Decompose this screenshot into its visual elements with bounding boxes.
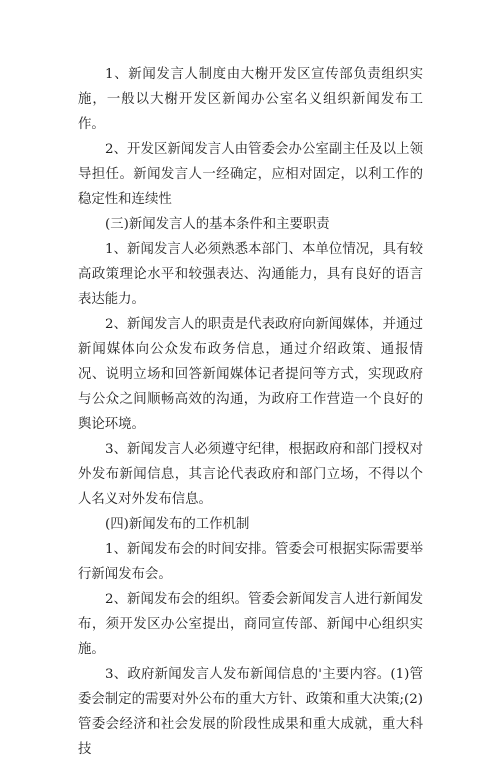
paragraph-press-conference-organization: 2、新闻发布会的组织。管委会新闻发言人进行新闻发布，须开发区办公室提出，商同宣传部、新闻中心组织实施。 — [78, 592, 423, 657]
paragraph-basic-conditions: 1、新闻发言人必须熟悉本部门、本单位情况，具有较高政策理论水平和较强表达、沟通能力，具有良好的语言表达能力。 — [78, 242, 423, 307]
paragraph-spokesperson-system: 1、新闻发言人制度由大榭开发区宣传部负责组织实施，一般以大榭开发区新闻办公室名义组织新闻发布工作。 — [78, 67, 423, 132]
paragraph-spokesperson-appointment: 2、开发区新闻发言人由管委会办公室副主任及以上领导担任。新闻发言人一经确定，应相对固定，以利工作的稳定性和连续性 — [78, 142, 423, 207]
paragraph-discipline: 3、新闻发言人必须遵守纪律，根据政府和部门授权对外发布新闻信息，其言论代表政府和部门立场，不得以个人名义对外发布信息。 — [78, 442, 423, 507]
section-heading-conditions-duties: (三)新闻发言人的基本条件和主要职责 — [105, 217, 330, 232]
paragraph-press-conference-timing: 1、新闻发布会的时间安排。管委会可根据实际需要举行新闻发布会。 — [78, 542, 423, 582]
section-heading-working-mechanism: (四)新闻发布的工作机制 — [105, 517, 250, 532]
document-body — [78, 62, 423, 762]
paragraph-duties: 2、新闻发言人的职责是代表政府向新闻媒体，并通过新闻媒体向公众发布政务信息，通过介绍政策、通报情况、说明立场和回答新闻媒体记者提问等方式，实现政府与公众之间顺畅高效的沟通，为政府工作营造一个良好的舆论环境。 — [78, 317, 423, 432]
paragraph-release-content: 3、政府新闻发言人发布新闻信息的'主要内容。(1)管委会制定的需要对外公布的重大方针、政策和重大决策;(2)管委会经济和社会发展的阶段性成果和重大成就，重大科技 — [78, 667, 423, 757]
